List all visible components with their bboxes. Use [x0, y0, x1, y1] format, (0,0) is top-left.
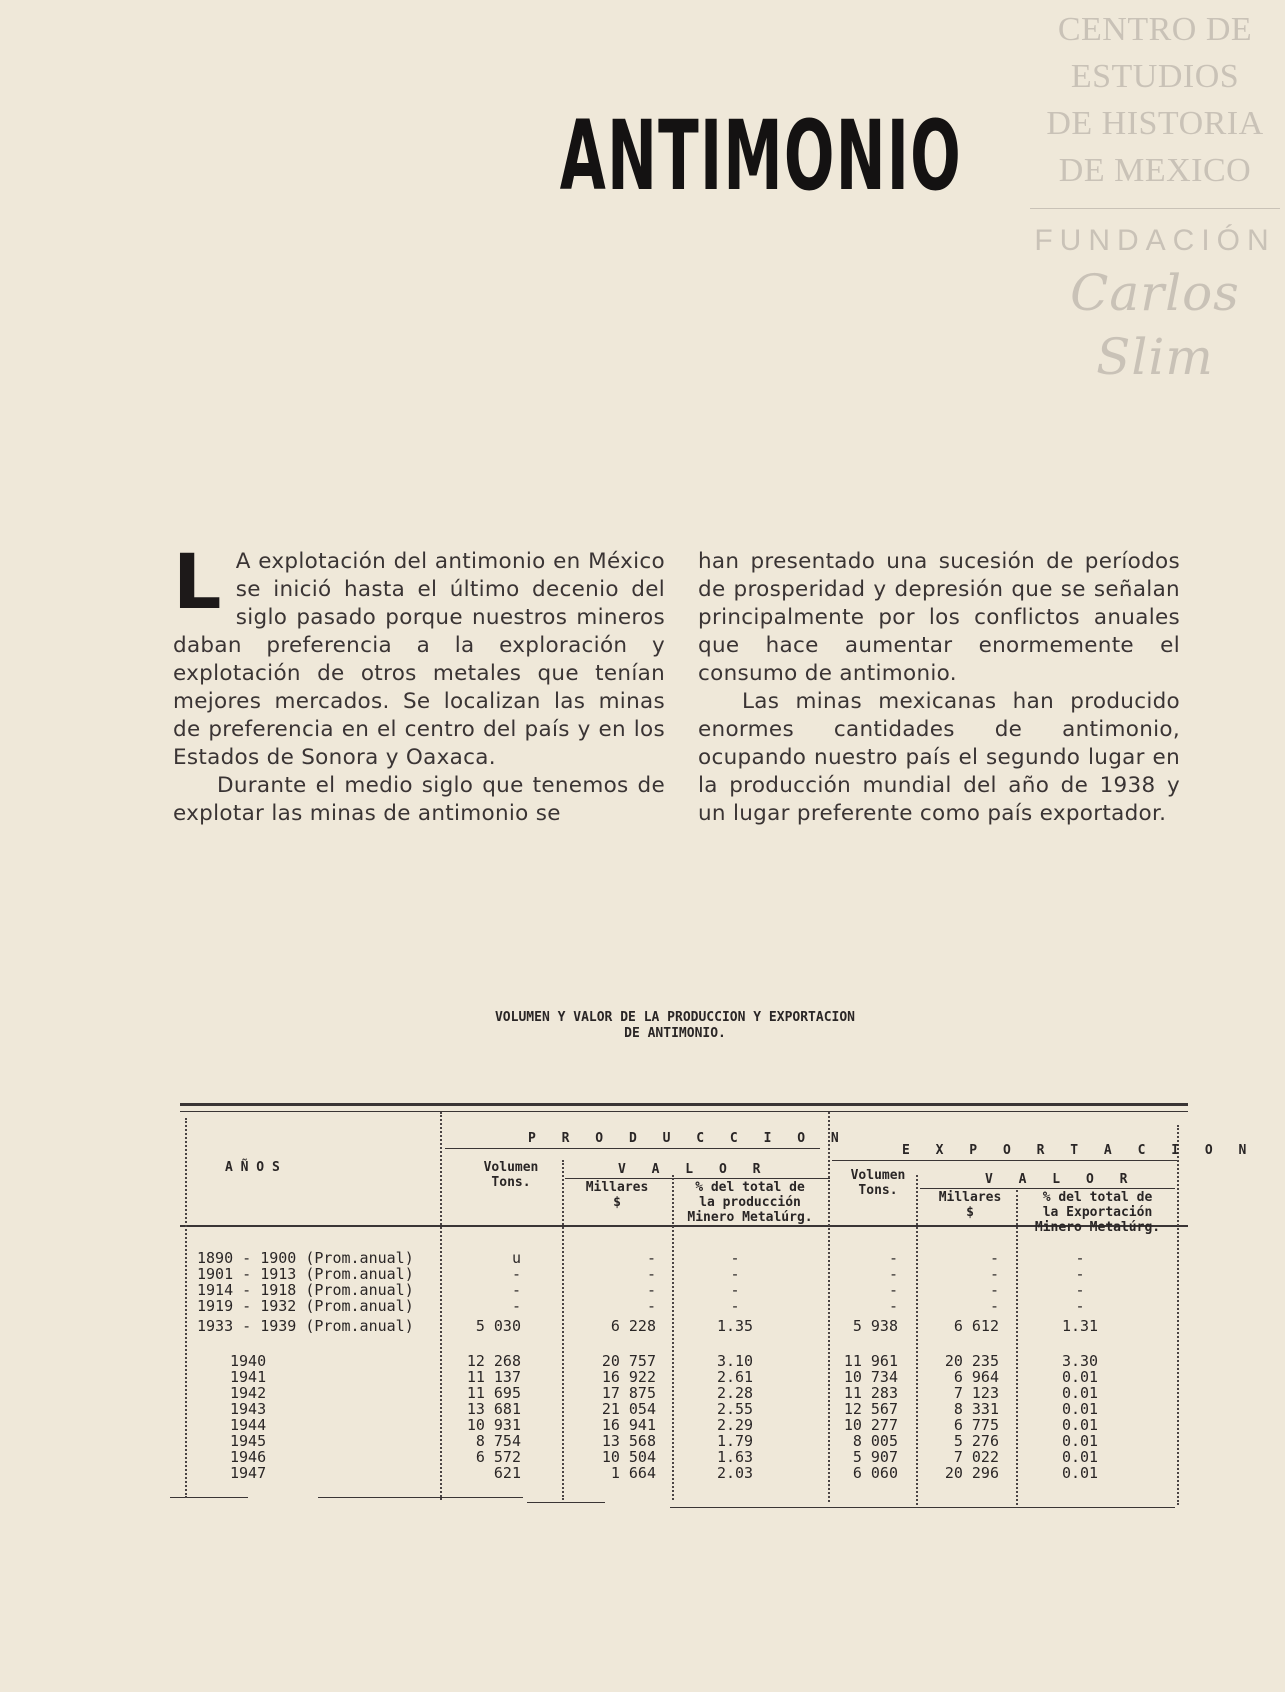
cell-vol-p: 11 137	[466, 1368, 521, 1386]
watermark-line: CENTRO DE	[1057, 11, 1253, 48]
table-title	[425, 1010, 925, 1042]
header-text: Millares	[585, 1180, 649, 1195]
watermark	[1030, 6, 1280, 389]
watermark-fundacion: FUNDACIÓN	[1034, 224, 1276, 257]
cell-vol-p: u	[511, 1249, 521, 1267]
cell-pct-p: -	[730, 1281, 740, 1299]
cell-pct-p: 2.28	[716, 1384, 754, 1402]
cell-vol-p: -	[511, 1281, 521, 1299]
cell-mil-e: 6 964	[953, 1368, 999, 1386]
table-top-rule	[180, 1111, 1188, 1112]
cell-mil-p: 20 757	[601, 1352, 656, 1370]
cell-pct-e: 0.01	[1061, 1432, 1099, 1450]
header-millares-exp	[925, 1190, 1015, 1220]
cell-pct-e: 0.01	[1061, 1400, 1099, 1418]
cell-vol-p: -	[511, 1265, 521, 1283]
header-text: $	[966, 1205, 974, 1220]
page-title: ANTIMONIO	[559, 100, 962, 212]
cell-vol-p: -	[511, 1297, 521, 1315]
cell-mil-p: 16 922	[601, 1368, 656, 1386]
cell-pct-p: 2.61	[716, 1368, 754, 1386]
table-top-rule	[180, 1103, 1188, 1106]
cell-mil-e: 6 612	[953, 1317, 999, 1335]
watermark-signature: Carlos Slim	[1070, 264, 1240, 386]
cell-pct-p: 3.10	[716, 1352, 754, 1370]
watermark-line: DE HISTORIA	[1046, 105, 1264, 142]
header-text: % del total de	[1042, 1190, 1153, 1205]
column-divider	[1016, 1190, 1018, 1505]
column-divider	[916, 1175, 918, 1505]
paragraph	[173, 537, 665, 772]
bottom-rule	[170, 1497, 248, 1498]
cell-mil-p: -	[646, 1265, 656, 1283]
cell-vol-e: 5 938	[852, 1317, 898, 1335]
header-produccion: P R O D U C C I O N	[528, 1131, 848, 1146]
cell-mil-p: 1 664	[610, 1464, 656, 1482]
cell-pct-p: 2.03	[716, 1464, 754, 1482]
cell-vol-p: 12 268	[466, 1352, 521, 1370]
header-text: la producción	[699, 1195, 801, 1210]
header-valor-produccion: V A L O R	[618, 1162, 770, 1177]
cell-mil-p: 16 941	[601, 1416, 656, 1434]
column-divider	[1177, 1125, 1179, 1505]
header-pct-exp	[1020, 1190, 1175, 1235]
cell-pct-p: 2.29	[716, 1416, 754, 1434]
cell-pct-e: 3.30	[1061, 1352, 1099, 1370]
cell-vol-e: 5 907	[852, 1448, 898, 1466]
paragraph: Durante el medio siglo que tenemos de explotar las minas de antimonio se	[173, 773, 665, 826]
cell-mil-p: 10 504	[601, 1448, 656, 1466]
cell-mil-e: 7 123	[953, 1384, 999, 1402]
cell-pct-e: -	[1075, 1265, 1085, 1283]
cell-pct-p: -	[730, 1297, 740, 1315]
cell-year: 1947	[230, 1464, 267, 1482]
header-volumen-exp	[838, 1168, 918, 1198]
cell-mil-e: 6 775	[953, 1416, 999, 1434]
cell-mil-e: 5 276	[953, 1432, 999, 1450]
cell-pct-p: 1.79	[716, 1432, 754, 1450]
cell-year: 1943	[230, 1400, 267, 1418]
cell-year: 1914 - 1918 (Prom.anual)	[197, 1281, 414, 1299]
cell-vol-p: 13 681	[466, 1400, 521, 1418]
cell-vol-e: -	[888, 1297, 898, 1315]
cell-vol-e: 11 283	[843, 1384, 898, 1402]
header-text: Minero Metalúrg.	[687, 1210, 813, 1225]
header-text: Millares	[938, 1190, 1002, 1205]
header-exportacion: E X P O R T A C I O N	[902, 1143, 1256, 1158]
cell-year: 1901 - 1913 (Prom.anual)	[197, 1265, 414, 1283]
header-millares-prod	[572, 1180, 662, 1210]
cell-mil-e: -	[989, 1249, 999, 1267]
valor-prod-rule	[565, 1178, 830, 1179]
watermark-divider	[1030, 208, 1280, 209]
cell-year: 1933 - 1939 (Prom.anual)	[197, 1317, 414, 1335]
header-valor-exportacion: V A L O R	[985, 1172, 1137, 1187]
cell-mil-e: 8 331	[953, 1400, 999, 1418]
paragraph: han presentado una sucesión de períodos de prosperidad y depresión que se señalan principalmente por los conflictos anuales que hace aumentar enormemente el consumo de antimonio.	[698, 549, 1180, 686]
cell-mil-p: 21 054	[601, 1400, 656, 1418]
exportacion-rule	[832, 1160, 1177, 1161]
cell-mil-e: -	[989, 1297, 999, 1315]
cell-mil-e: -	[989, 1281, 999, 1299]
cell-pct-e: -	[1075, 1249, 1085, 1267]
cell-vol-e: -	[888, 1281, 898, 1299]
text-column-right	[698, 548, 1180, 828]
cell-mil-p: 17 875	[601, 1384, 656, 1402]
cell-mil-p: 13 568	[601, 1432, 656, 1450]
column-divider	[672, 1175, 674, 1500]
cell-mil-p: -	[646, 1281, 656, 1299]
watermark-line: ESTUDIOS	[1070, 58, 1240, 95]
cell-vol-p: 6 572	[475, 1448, 521, 1466]
cell-year: 1941	[230, 1368, 267, 1386]
cell-mil-e: -	[989, 1265, 999, 1283]
cell-year: 1945	[230, 1432, 267, 1450]
cell-mil-p: -	[646, 1249, 656, 1267]
cell-vol-e: 10 734	[843, 1368, 898, 1386]
cell-pct-e: 0.01	[1061, 1368, 1099, 1386]
cell-pct-e: -	[1075, 1281, 1085, 1299]
cell-vol-p: 10 931	[466, 1416, 521, 1434]
column-divider	[185, 1118, 187, 1498]
cell-year: 1890 - 1900 (Prom.anual)	[197, 1249, 414, 1267]
cell-vol-e: 10 277	[843, 1416, 898, 1434]
column-divider	[562, 1160, 564, 1500]
cell-pct-p: -	[730, 1249, 740, 1267]
header-text: % del total de	[695, 1180, 805, 1195]
cell-vol-e: -	[888, 1249, 898, 1267]
cell-pct-e: 0.01	[1061, 1416, 1099, 1434]
drop-cap: L	[173, 537, 222, 626]
header-text: Volumen	[850, 1168, 906, 1183]
header-volumen-prod	[470, 1160, 552, 1190]
table-title-line: DE ANTIMONIO.	[624, 1026, 726, 1041]
header-text: la Exportación	[1042, 1205, 1153, 1220]
header-text: $	[613, 1195, 621, 1210]
cell-mil-p: -	[646, 1297, 656, 1315]
cell-mil-p: 6 228	[610, 1317, 656, 1335]
cell-pct-p: 2.55	[716, 1400, 754, 1418]
table-title-line: VOLUMEN Y VALOR DE LA PRODUCCION Y EXPORTACION	[494, 1010, 856, 1025]
cell-mil-e: 7 022	[953, 1448, 999, 1466]
cell-pct-e: 0.01	[1061, 1384, 1099, 1402]
text-column-left	[173, 537, 665, 828]
bottom-rule	[318, 1497, 523, 1498]
header-text: Minero Metalúrg.	[1034, 1220, 1161, 1235]
header-anos: A Ñ O S	[225, 1160, 280, 1175]
header-text: Tons.	[491, 1175, 531, 1190]
cell-year: 1944	[230, 1416, 267, 1434]
cell-vol-e: -	[888, 1265, 898, 1283]
cell-vol-p: 5 030	[475, 1317, 521, 1335]
cell-vol-e: 8 005	[852, 1432, 898, 1450]
header-text: Volumen	[483, 1160, 539, 1175]
cell-pct-e: 0.01	[1061, 1448, 1099, 1466]
cell-year: 1942	[230, 1384, 267, 1402]
paragraph-text: A explotación del antimonio en México se inició hasta el último decenio del siglo pasado porque nuestros mineros daban preferencia a la exploración y explotación de otros metales que tenían mejores mercados. Se localizan las minas de preferencia en el centro del país y en los Estados de Sonora y Oaxaca.	[173, 549, 665, 770]
cell-year: 1946	[230, 1448, 267, 1466]
cell-vol-p: 8 754	[475, 1432, 521, 1450]
produccion-rule	[445, 1148, 820, 1149]
cell-mil-e: 20 235	[944, 1352, 999, 1370]
header-pct-prod	[675, 1180, 825, 1225]
bottom-rule	[670, 1507, 1175, 1508]
cell-pct-p: 1.63	[716, 1448, 754, 1466]
watermark-line: DE MEXICO	[1058, 152, 1252, 189]
paragraph: Las minas mexicanas han producido enormes cantidades de antimonio, ocupando nuestro país el segundo lugar en la producción mundial del año de 1938 y un lugar preferente como país exportador.	[698, 689, 1180, 826]
bottom-rule	[527, 1502, 605, 1503]
cell-pct-p: 1.35	[716, 1317, 754, 1335]
cell-year: 1940	[230, 1352, 267, 1370]
cell-vol-e: 11 961	[843, 1352, 898, 1370]
cell-vol-e: 6 060	[852, 1464, 898, 1482]
cell-pct-e: 0.01	[1061, 1464, 1099, 1482]
cell-pct-e: -	[1075, 1297, 1085, 1315]
cell-vol-e: 12 567	[843, 1400, 898, 1418]
cell-year: 1919 - 1932 (Prom.anual)	[197, 1297, 414, 1315]
cell-vol-p: 11 695	[466, 1384, 521, 1402]
cell-vol-p: 621	[493, 1464, 521, 1482]
cell-pct-e: 1.31	[1061, 1317, 1099, 1335]
cell-mil-e: 20 296	[944, 1464, 999, 1482]
cell-pct-p: -	[730, 1265, 740, 1283]
valor-exp-rule	[920, 1188, 1175, 1189]
header-text: Tons.	[858, 1183, 898, 1198]
column-divider	[828, 1112, 830, 1502]
